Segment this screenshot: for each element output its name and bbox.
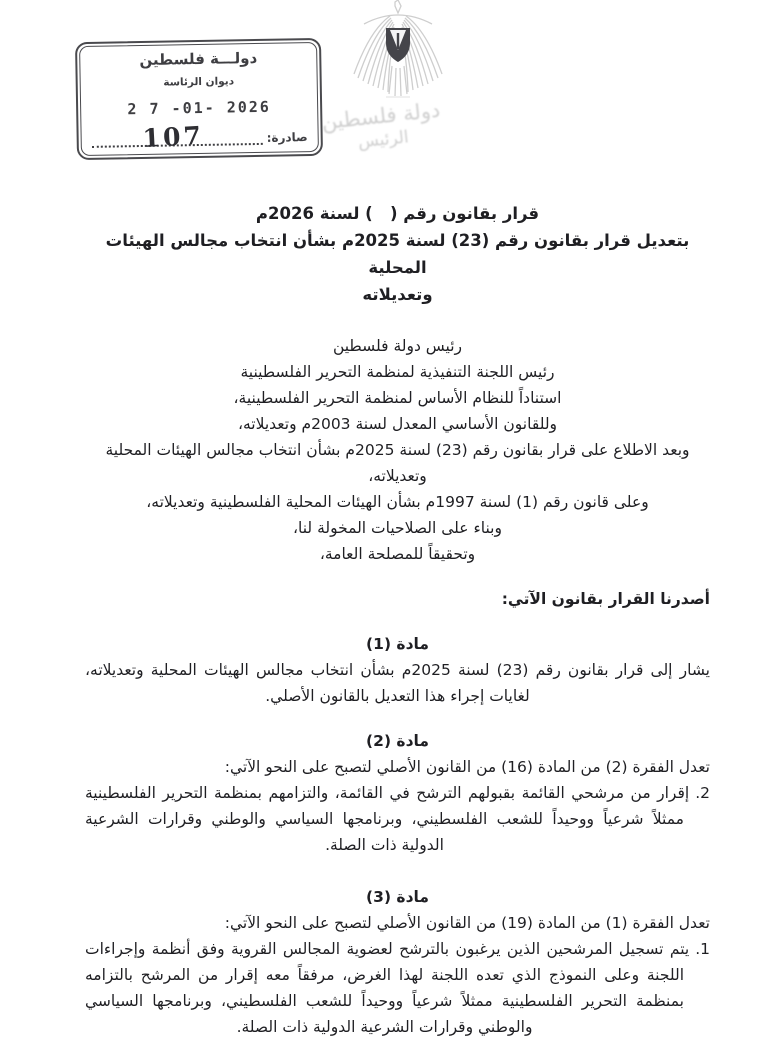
stamp-issued-number: 107 (142, 120, 205, 154)
title-line-1: قرار بقانون رقم ( ) لسنة 2026م (255, 204, 540, 223)
stamp-date: 2 7 -01- 2026 (127, 98, 272, 119)
stamp-office-name: ديوان الرئاسة (163, 75, 235, 89)
article-1-heading: مادة (1) (366, 635, 429, 653)
article-3-item-text: يتم تسجيل المرشحين الذين يرغبون بالترشح لعضوية المجالس القروية وفق أنظمة وإجراءات اللجنة وعلى النموذج الذي تعده اللجنة لهذا الغرض، مرفقاً معه إقرار من المرشح بالتزامه بمنظمة التحرير الفلسطينية ممثلاً شرعياً ووحيداً للشعب الفلسطيني، وبرنامجها السياسي والوطني وقرارات الشرعية الدولية ذات الصلة. (85, 940, 690, 1036)
article-1-body: يشار إلى قرار بقانون رقم (23) لسنة 2025م بشأن انتخاب مجالس الهيئات المحلية وتعديلاته، لغايات إجراء هذا التعديل بالقانون الأصلي. (85, 661, 710, 705)
preamble-line: رئيس دولة فلسطين (332, 337, 463, 355)
article-2-heading: مادة (2) (366, 732, 429, 750)
preamble-line: وبعد الاطلاع على قرار بقانون رقم (23) لسنة 2025م بشأن انتخاب مجالس الهيئات المحلية (105, 441, 690, 459)
article-3-intro: تعدل الفقرة (1) من المادة (19) من القانون الأصلي لتصبح على النحو الآتي: (224, 914, 710, 932)
document-title (85, 200, 710, 308)
preamble-line: وبناء على الصلاحيات المخولة لنا، (293, 519, 502, 537)
preamble-line: وللقانون الأساسي المعدل لسنة 2003م وتعديلاته، (237, 415, 558, 433)
document-body (85, 0, 710, 1040)
preamble-line: استناداً للنظام الأساس لمنظمة التحرير الفلسطينية، (233, 389, 562, 407)
preamble-line: وتعديلاته، (368, 467, 427, 485)
preamble (85, 333, 710, 567)
preamble-line: رئيس اللجنة التنفيذية لمنظمة التحرير الفلسطينية (240, 363, 555, 381)
watermark-line-1: دولة فلسطين (320, 97, 442, 135)
decree-intro-line: أصدرنا القرار بقانون الآتي: (501, 590, 710, 608)
preamble-line: وعلى قانون رقم (1) لسنة 1997م بشأن الهيئات المحلية الفلسطينية وتعديلاته، (146, 493, 649, 511)
preamble-line: وتحقيقاً للمصلحة العامة، (319, 545, 476, 563)
article-2-item-number: 2. (695, 784, 710, 802)
article-2-body (85, 780, 710, 858)
article-3-item-number: 1. (695, 940, 710, 958)
stamp-state-name: دولـــة فلسطين (139, 48, 258, 70)
title-line-2: بتعديل قرار بقانون رقم (23) لسنة 2025م بشأن انتخاب مجالس الهيئات المحلية (105, 231, 690, 277)
article-2-intro: تعدل الفقرة (2) من المادة (16) من القانون الأصلي لتصبح على النحو الآتي: (224, 758, 710, 776)
title-line-3: وتعديلاته (362, 285, 433, 304)
article-1 (85, 631, 710, 709)
article-2 (85, 728, 710, 858)
stamp-issued-label: صادرة: (266, 130, 308, 145)
watermark-line-2: الرئيس (357, 127, 410, 153)
article-3-heading: مادة (3) (366, 888, 429, 906)
article-3-body (85, 936, 710, 1040)
article-2-item-text: إقرار من مرشحي القائمة بقبولهم الترشح في القائمة، والتزامهم بمنظمة التحرير الفلسطينية ممثلاً شرعياً ووحيداً للشعب الفلسطيني، وبرنامجها السياسي والوطني وقرارات الشرعية الدولية ذات الصلة. (85, 784, 690, 854)
article-3 (85, 884, 710, 1040)
